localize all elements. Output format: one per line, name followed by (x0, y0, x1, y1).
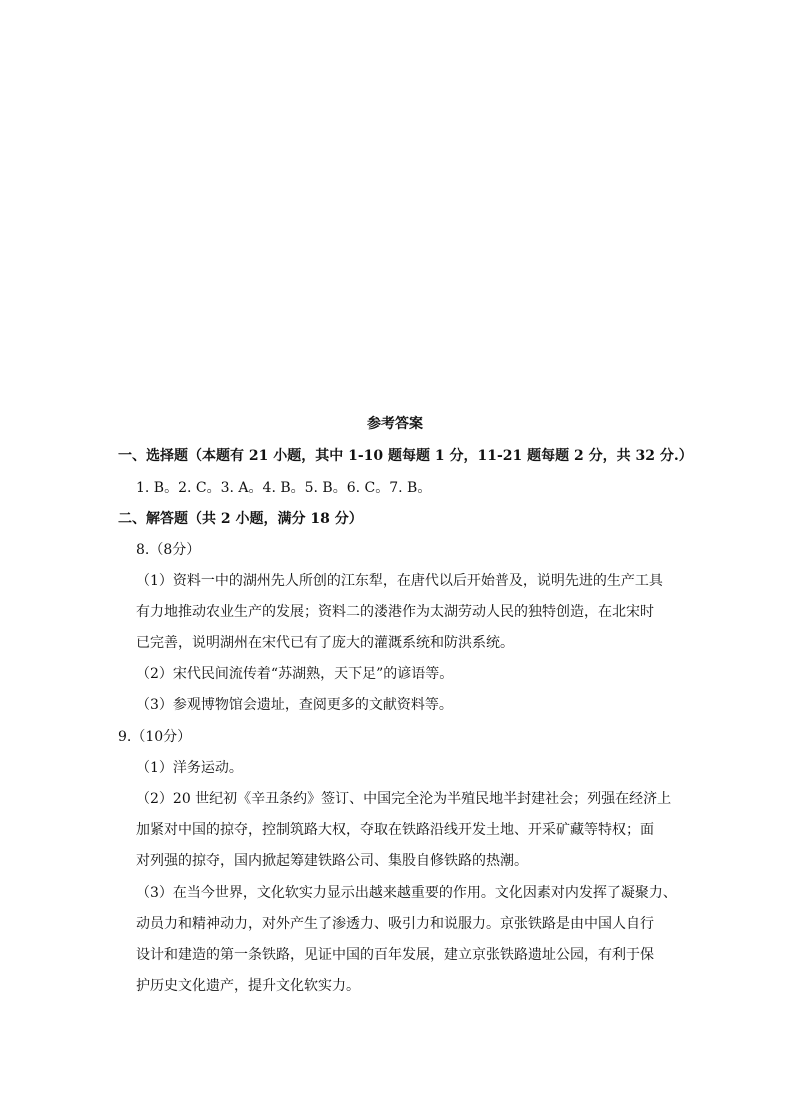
q9-label: 9.（10分） (118, 729, 192, 745)
q8-p1-line2: 有力地推动农业生产的发展；资料二的溇港作为太湖劳动人民的独特创造，在北宋时 (136, 604, 654, 620)
q8-p3: （3）参观博物馆会遗址，查阅更多的文献资料等。 (136, 697, 453, 713)
q9-p3-line4: 护历史文化遗产，提升文化软实力。 (136, 978, 360, 994)
answer-title: 参考答案 (367, 416, 423, 432)
q9-p1: （1）洋务运动。 (136, 760, 243, 776)
q9-p3-line2: 动员力和精神动力，对外产生了渗透力、吸引力和说服力。京张铁路是由中国人自行 (136, 916, 654, 932)
q9-p3-line3: 设计和建造的第一条铁路，见证中国的百年发展，建立京张铁路遗址公园，有利于保 (136, 947, 654, 963)
section2-heading: 二、解答题（共 2 小题，满分 18 分） (118, 511, 363, 527)
section1-heading: 一、选择题（本题有 21 小题，其中 1-10 题每题 1 分，11-21 题每题 2 分，共 32 分.） (118, 448, 693, 464)
q8-p1-line3: 已完善，说明湖州在宋代已有了庞大的灌溉系统和防洪系统。 (136, 635, 514, 651)
q8-label: 8.（8分） (136, 542, 201, 558)
q8-p1-line1: （1）资料一中的湖州先人所创的江东犁，在唐代以后开始普及，说明先进的生产工具 (136, 573, 663, 589)
q8-p2: （2）宋代民间流传着“苏湖熟，天下足”的谚语等。 (136, 666, 454, 682)
q9-p2-line2: 加紧对中国的掠夺，控制筑路大权，夺取在铁路沿线开发土地、开采矿藏等特权；面 (136, 822, 654, 838)
q9-p3-line1: （3）在当今世界，文化软实力显示出越来越重要的作用。文化因素对内发挥了凝聚力、 (136, 885, 677, 901)
choice-answers: 1. B。2. C。3. A。4. B。5. B。6. C。7. B。 (136, 480, 432, 496)
q9-p2-line1: （2）20 世纪初《辛丑条约》签订、中国完全沦为半殖民地半封建社会；列强在经济上 (136, 791, 672, 807)
q9-p2-line3: 对列强的掠夺，国内掀起筹建铁路公司、集股自修铁路的热潮。 (136, 853, 528, 869)
